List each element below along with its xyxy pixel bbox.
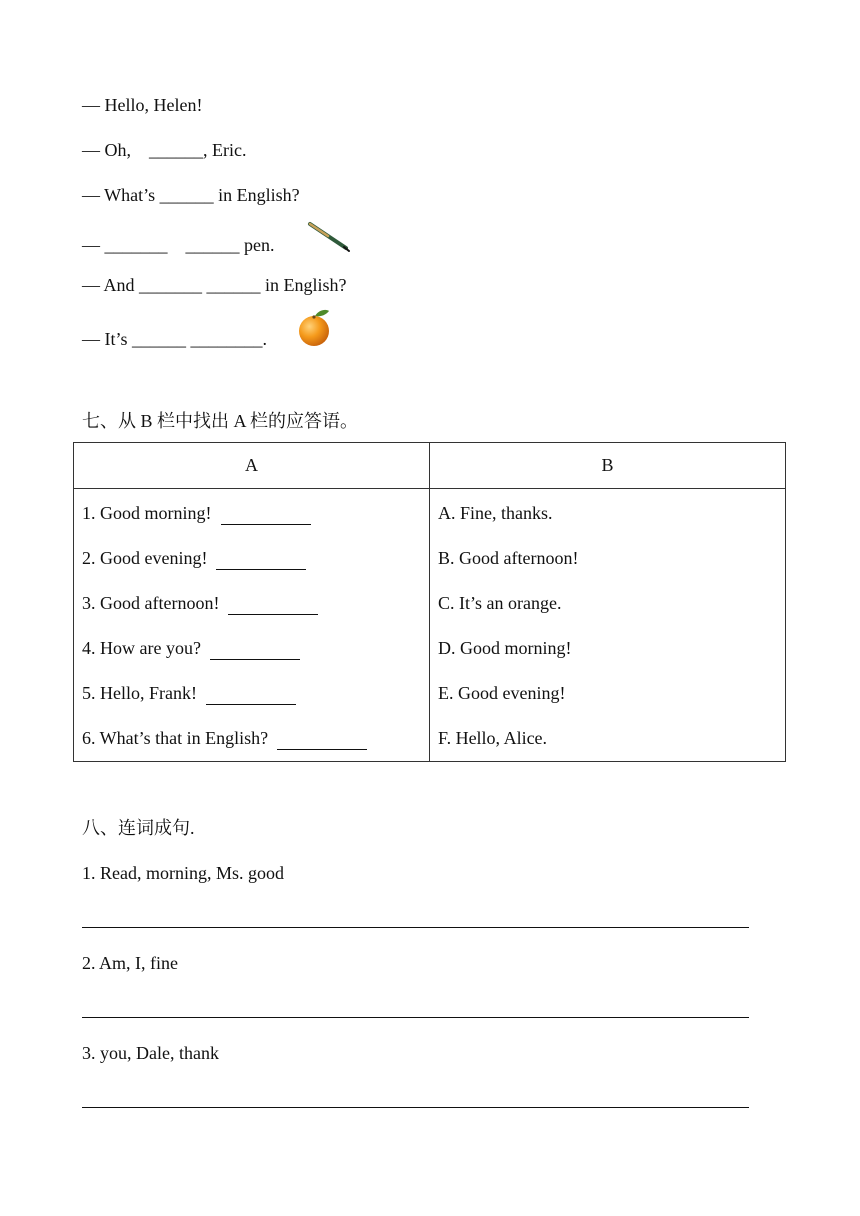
answer-blank[interactable] — [206, 684, 296, 705]
matching-table — [73, 442, 786, 762]
dialogue-line-6: — It’s ______ ________. — [82, 329, 268, 349]
response-item: B. Good afternoon! — [438, 548, 579, 568]
question-item — [82, 626, 421, 671]
response-item: A. Fine, thanks. — [438, 503, 553, 523]
question-item — [82, 716, 421, 761]
answer-blank[interactable] — [228, 594, 318, 615]
dialogue-line-3: — What’s ______ in English? — [82, 185, 300, 205]
response-item: F. Hello, Alice. — [438, 728, 548, 748]
question-text: 1. Good morning! — [82, 503, 212, 523]
section8-title: 八、连词成句. — [82, 818, 195, 838]
sentence-item-2: 2. Am, I, fine — [82, 953, 178, 973]
question-text: 5. Hello, Frank! — [82, 683, 197, 703]
dialogue-line-1: — Hello, Helen! — [82, 95, 203, 115]
answer-blank[interactable] — [277, 729, 367, 750]
column-b-header: B — [430, 443, 786, 489]
question-item — [82, 491, 421, 536]
question-item — [82, 671, 421, 716]
answer-blank[interactable] — [221, 504, 311, 525]
question-item — [82, 536, 421, 581]
answer-line-1[interactable] — [82, 927, 749, 928]
question-text: 6. What’s that in English? — [82, 728, 269, 748]
sentence-item-1: 1. Read, morning, Ms. good — [82, 863, 284, 883]
response-item: E. Good evening! — [438, 683, 566, 703]
section7-title: 七、从 B 栏中找出 A 栏的应答语。 — [82, 411, 359, 431]
sentence-item-3: 3. you, Dale, thank — [82, 1043, 219, 1063]
question-text: 4. How are you? — [82, 638, 201, 658]
response-item: D. Good morning! — [438, 638, 572, 658]
answer-line-3[interactable] — [82, 1107, 749, 1108]
answer-blank[interactable] — [210, 639, 300, 660]
column-a — [74, 489, 430, 762]
dialogue-line-4: — _______ ______ pen. — [82, 235, 275, 255]
question-item — [82, 581, 421, 626]
orange-icon — [297, 307, 331, 347]
dialogue-line-2: — Oh, ______, Eric. — [82, 140, 247, 160]
answer-blank[interactable] — [216, 549, 306, 570]
column-a-header: A — [74, 443, 430, 489]
response-item: C. It’s an orange. — [438, 593, 562, 613]
column-b — [430, 489, 786, 762]
question-text: 2. Good evening! — [82, 548, 208, 568]
dialogue-line-5: — And _______ ______ in English? — [82, 275, 347, 295]
pen-icon — [306, 220, 352, 254]
answer-line-2[interactable] — [82, 1017, 749, 1018]
question-text: 3. Good afternoon! — [82, 593, 220, 613]
